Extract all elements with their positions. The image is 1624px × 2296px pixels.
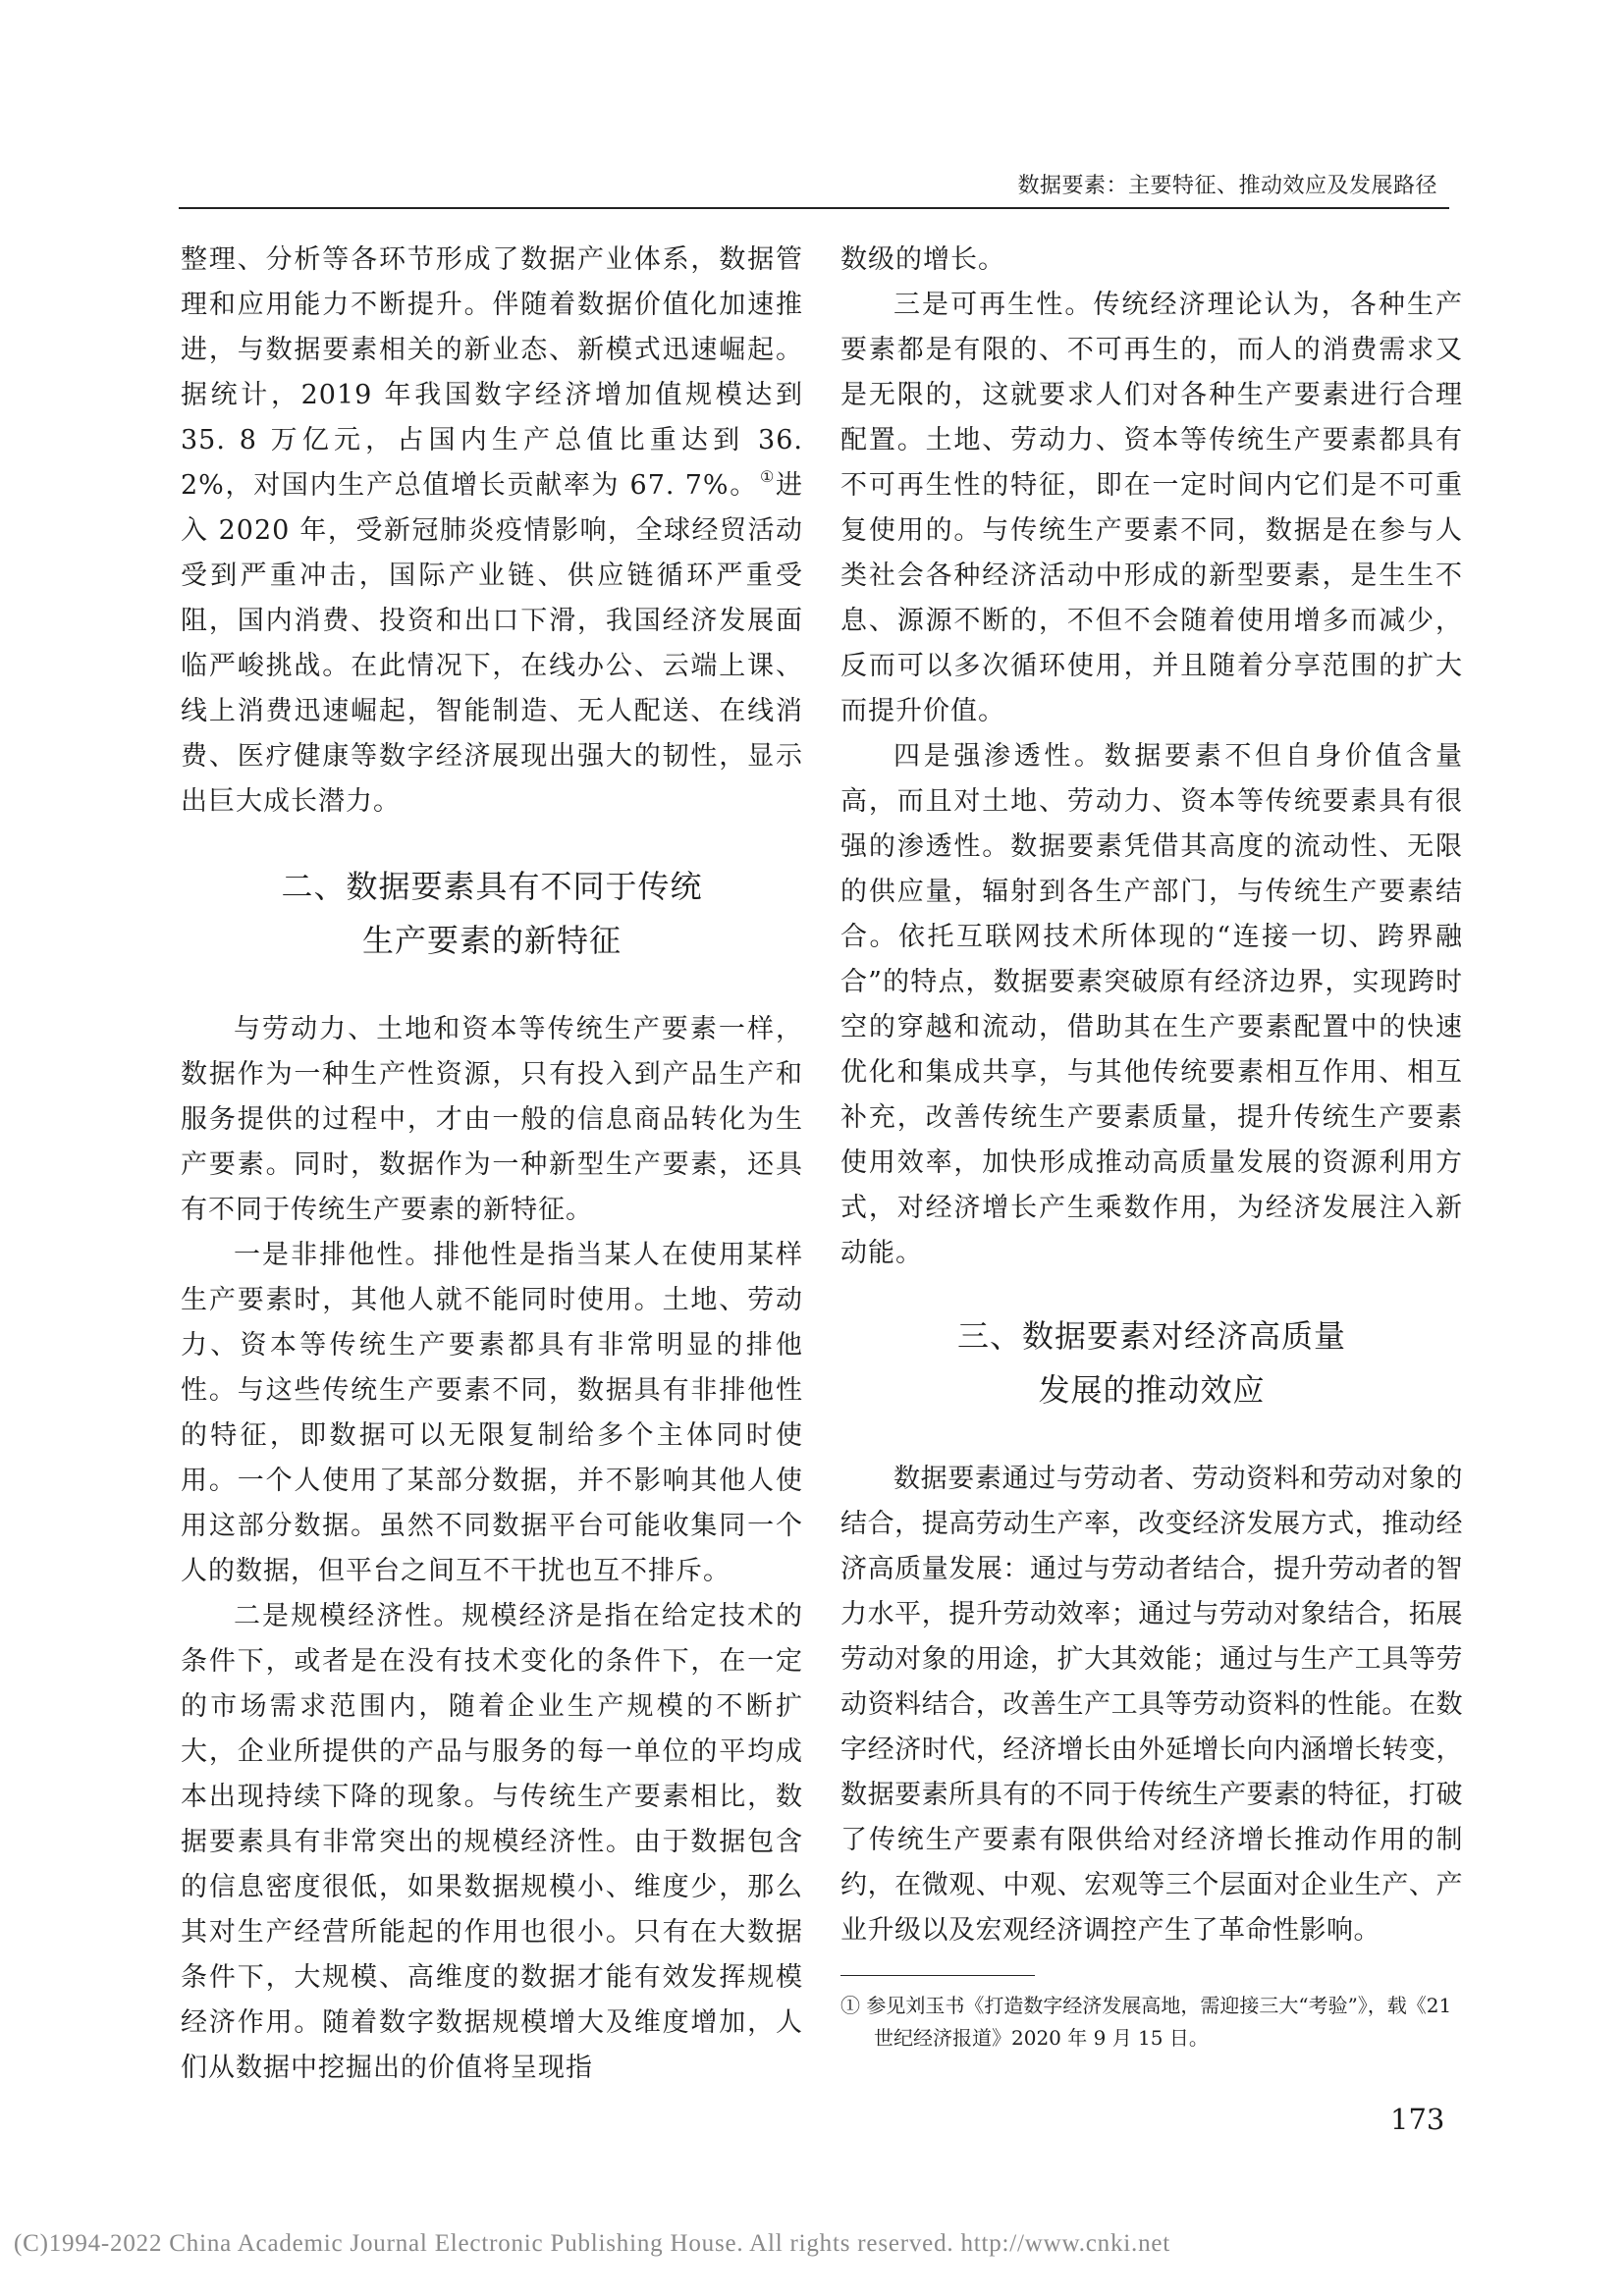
left-column: [181, 238, 803, 2091]
section-heading-line: 二、数据要素具有不同于传统: [281, 868, 703, 905]
paragraph: 数据要素通过与劳动者、劳动资料和劳动对象的结合，提高劳动生产率，改变经济发展方式，推动经济高质量发展：通过与劳动者结合，提升劳动者的智力水平，提升劳动效率；通过与劳动对象结合，拓展劳动对象的用途，扩大其效能；通过与生产工具等劳动资料结合，改善生产工具等劳动资料的性能。在数字经济时代，经济增长由外延增长向内涵增长转变，数据要素所具有的不同于传统生产要素的特征，打破了传统生产要素有限供给对经济增长推动作用的制约，在微观、中观、宏观等三个层面对企业生产、产业升级以及宏观经济调控产生了革命性影响。: [840, 1464, 1463, 1946]
section-heading: [840, 1309, 1463, 1417]
footnote-divider: [840, 1975, 1035, 1976]
footnote-marker[interactable]: ①: [759, 467, 776, 486]
running-title: 数据要素：主要特征、推动效应及发展路径: [1017, 174, 1437, 198]
section-heading: [181, 860, 803, 968]
paragraph: 一是非排他性。排他性是指当某人在使用某样生产要素时，其他人就不能同时使用。土地、劳动力、资本等传统生产要素都具有非常明显的排他性。与这些传统生产要素不同，数据具有非排他性的特征，即数据可以无限复制给多个主体同时使用。一个人使用了某部分数据，并不影响其他人使用这部分数据。虽然不同数据平台可能收集同一个人的数据，但平台之间互不干扰也互不排斥。: [181, 1240, 803, 1586]
paragraph: 二是规模经济性。规模经济是指在给定技术的条件下，或者是在没有技术变化的条件下，在一定的市场需求范围内，随着企业生产规模的不断扩大，企业所提供的产品与服务的每一单位的平均成本出现持续下降的现象。与传统生产要素相比，数据要素具有非常突出的规模经济性。由于数据包含的信息密度很低，如果数据规模小、维度少，那么其对生产经营所能起的作用也很小。只有在大数据条件下，大规模、高维度的数据才能有效发挥规模经济作用。随着数字数据规模增大及维度增加，人们从数据中挖掘出的价值将呈现指: [181, 1601, 803, 2083]
copyright-notice: (C)1994-2022 China Academic Journal Electronic Publishing House. All rights reserved. http://www.cnki.net: [14, 2230, 1171, 2257]
paragraph: 数级的增长。: [840, 244, 1005, 275]
section-heading-line: 生产要素的新特征: [361, 922, 622, 959]
right-column: [840, 238, 1463, 2055]
paragraph: 四是强渗透性。数据要素不但自身价值含量高，而且对土地、劳动力、资本等传统要素具有很强的渗透性。数据要素凭借其高度的流动性、无限的供应量，辐射到各生产部门，与传统生产要素结合。依托互联网技术所体现的“连接一切、跨界融合”的特点，数据要素突破原有经济边界，实现跨时空的穿越和流动，借助其在生产要素配置中的快速优化和集成共享，与其他传统要素相互作用、相互补充，改善传统生产要素质量，提升传统生产要素使用效率，加快形成推动高质量发展的资源利用方式，对经济增长产生乘数作用，为经济发展注入新动能。: [840, 741, 1463, 1268]
page-number: 173: [1390, 2103, 1445, 2136]
paragraph: [181, 238, 803, 825]
paragraph: 三是可再生性。传统经济理论认为，各种生产要素都是有限的、不可再生的，而人的消费需求又是无限的，这就要求人们对各种生产要素进行合理配置。土地、劳动力、资本等传统生产要素都具有不可再生性的特征，即在一定时间内它们是不可重复使用的。与传统生产要素不同，数据是在参与人类社会各种经济活动中形成的新型要素，是生生不息、源源不断的，不但不会随着使用增多而减少，反而可以多次循环使用，并且随着分享范围的扩大而提升价值。: [840, 290, 1463, 726]
running-header: [179, 163, 1449, 209]
paragraph-text: 整理、分析等各环节形成了数据产业体系，数据管理和应用能力不断提升。伴随着数据价值化加速推进，与数据要素相关的新业态、新模式迅速崛起。据统计，2019 年我国数字经济增加值规模达到 35. 8 万亿元，占国内生产总值比重达到 36. 2%，对国内生产总值增长贡献率为 67. 7%。: [181, 244, 803, 501]
paragraph-text: 进入 2020 年，受新冠肺炎疫情影响，全球经贸活动受到严重冲击，国际产业链、供应链循环严重受阻，国内消费、投资和出口下滑，我国经济发展面临严峻挑战。在此情况下，在线办公、云端上课、线上消费迅速崛起，智能制造、无人配送、在线消费、医疗健康等数字经济展现出强大的韧性，显示出巨大成长潜力。: [181, 470, 803, 817]
paragraph: 与劳动力、土地和资本等传统生产要素一样，数据作为一种生产性资源，只有投入到产品生产和服务提供的过程中，才由一般的信息商品转化为生产要素。同时，数据作为一种新型生产要素，还具有不同于传统生产要素的新特征。: [181, 1014, 803, 1225]
section-heading-line: 发展的推动效应: [1038, 1371, 1266, 1409]
section-heading-line: 三、数据要素对经济高质量: [956, 1317, 1346, 1355]
footnote: ① 参见刘玉书《打造数字经济发展高地，需迎接三大“考验”》，载《21 世纪经济报道》2020 年 9 月 15 日。: [840, 1994, 1452, 2050]
